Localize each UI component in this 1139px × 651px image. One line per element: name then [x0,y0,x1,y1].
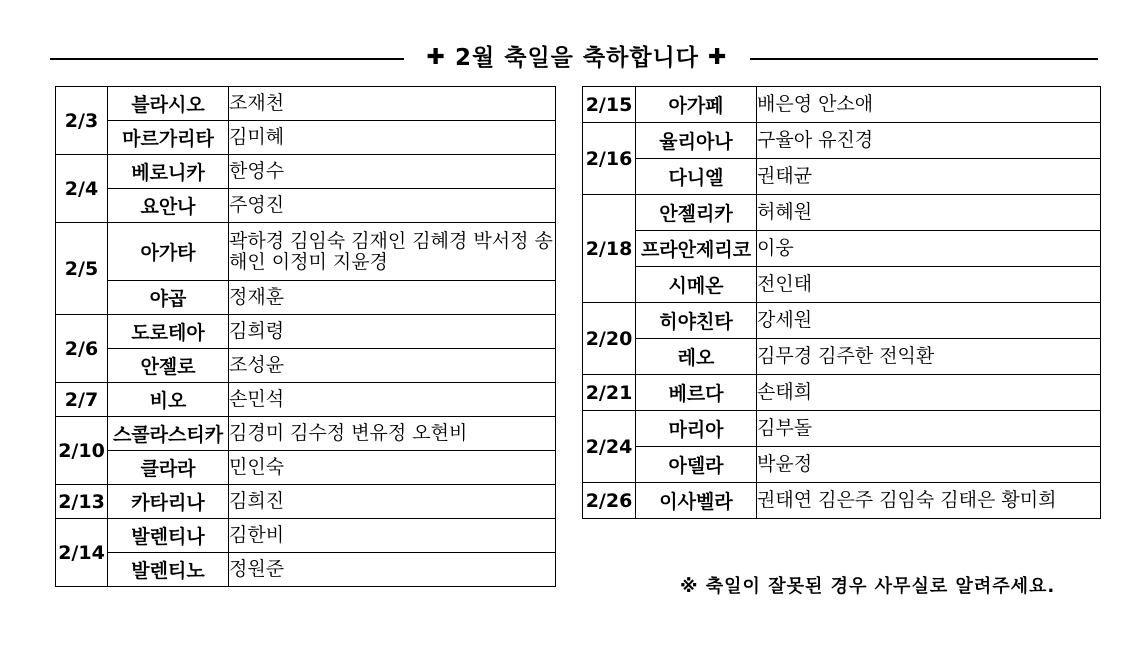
parishioner-names: 손민석 [229,383,556,417]
feast-date: 2/5 [56,223,108,315]
table-row [583,447,1101,483]
saint-name: 히야친타 [636,303,757,339]
parishioner-names: 김경미 김수정 변유정 오현비 [229,417,556,451]
parishioner-names: 권태연 김은주 김임숙 김태은 황미희 [757,483,1101,519]
saint-name: 아가타 [108,223,229,281]
parishioner-names: 박윤정 [757,447,1101,483]
table-row [56,451,556,485]
table-row [56,155,556,189]
saint-name: 요안나 [108,189,229,223]
saint-name: 발렌티나 [108,519,229,553]
parishioner-names: 민인숙 [229,451,556,485]
table-row [583,267,1101,303]
saint-name: 아델라 [636,447,757,483]
table-row [583,159,1101,195]
table-row [583,195,1101,231]
table-row [583,411,1101,447]
table-row [56,485,556,519]
table-row [56,281,556,315]
parishioner-names: 한영수 [229,155,556,189]
saint-name: 안젤로 [108,349,229,383]
table-row [56,349,556,383]
table-row [56,383,556,417]
saint-name: 아가페 [636,87,757,123]
parishioner-names: 강세원 [757,303,1101,339]
feast-date: 2/7 [56,383,108,417]
parishioner-names: 주영진 [229,189,556,223]
saint-name: 프라안제리코 [636,231,757,267]
correction-note: ※ 축일이 잘못된 경우 사무실로 알려주세요. [680,576,1056,597]
header-rule-left [50,58,404,60]
feast-date: 2/16 [583,123,636,195]
table-row [56,223,556,281]
table-row [56,189,556,223]
cross-left-icon: ✚ [426,45,446,70]
parishioner-names: 김무경 김주한 전익환 [757,339,1101,375]
saint-name: 이사벨라 [636,483,757,519]
table-row [583,303,1101,339]
saint-name: 마르가리타 [108,121,229,155]
parishioner-names: 김희진 [229,485,556,519]
parishioner-names: 이웅 [757,231,1101,267]
table-row [56,417,556,451]
table-row [583,339,1101,375]
parishioner-names: 손태희 [757,375,1101,411]
page-title-text: 2월 축일을 축하합니다 [455,45,699,71]
saint-name: 야곱 [108,281,229,315]
table-row [56,553,556,587]
parishioner-names: 권태균 [757,159,1101,195]
feast-date: 2/4 [56,155,108,223]
feast-date: 2/26 [583,483,636,519]
parishioner-names: 김희령 [229,315,556,349]
saint-name: 도로테아 [108,315,229,349]
parishioner-names: 조성윤 [229,349,556,383]
feast-date: 2/6 [56,315,108,383]
feast-date: 2/14 [56,519,108,587]
feast-date: 2/18 [583,195,636,303]
saint-name: 율리아나 [636,123,757,159]
page-title [404,40,750,76]
parishioner-names: 전인태 [757,267,1101,303]
feast-table-right [582,86,1101,519]
saint-name: 마리아 [636,411,757,447]
saint-name: 베로니카 [108,155,229,189]
feast-date: 2/15 [583,87,636,123]
table-row [56,315,556,349]
parishioner-names: 허혜원 [757,195,1101,231]
saint-name: 발렌티노 [108,553,229,587]
parishioner-names: 배은영 안소애 [757,87,1101,123]
table-row [583,483,1101,519]
table-row [583,375,1101,411]
parishioner-names: 구율아 유진경 [757,123,1101,159]
saint-name: 다니엘 [636,159,757,195]
table-row [583,123,1101,159]
table-row [56,121,556,155]
parishioner-names: 김한비 [229,519,556,553]
feast-date: 2/13 [56,485,108,519]
feast-date: 2/24 [583,411,636,483]
saint-name: 베르다 [636,375,757,411]
saint-name: 블라시오 [108,87,229,121]
table-row [583,87,1101,123]
cross-right-icon: ✚ [708,45,728,70]
saint-name: 안젤리카 [636,195,757,231]
saint-name: 카타리나 [108,485,229,519]
saint-name: 레오 [636,339,757,375]
saint-name: 비오 [108,383,229,417]
table-row [56,87,556,121]
parishioner-names: 김부돌 [757,411,1101,447]
table-row [583,231,1101,267]
feast-date: 2/21 [583,375,636,411]
page-header [50,40,1098,76]
feast-date: 2/20 [583,303,636,375]
table-row [56,519,556,553]
feast-date: 2/10 [56,417,108,485]
parishioner-names: 곽하경 김임숙 김재인 김혜경 박서정 송해인 이정미 지윤경 [229,223,556,281]
saint-name: 스콜라스티카 [108,417,229,451]
saint-name: 클라라 [108,451,229,485]
parishioner-names: 정원준 [229,553,556,587]
feast-date: 2/3 [56,87,108,155]
parishioner-names: 조재천 [229,87,556,121]
parishioner-names: 정재훈 [229,281,556,315]
header-rule-right [750,58,1098,60]
feast-table-left [55,86,556,587]
saint-name: 시메온 [636,267,757,303]
parishioner-names: 김미혜 [229,121,556,155]
